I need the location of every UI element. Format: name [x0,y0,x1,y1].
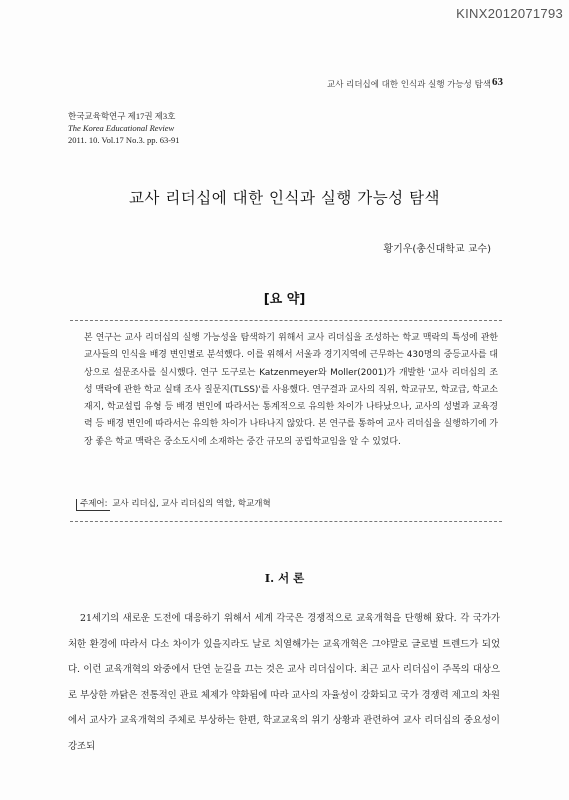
page-number: 63 [492,76,503,88]
section-heading: I. 서 론 [264,571,305,585]
journal-name-korean: 한국교육학연구 제17권 제3호 [68,111,176,121]
author: 황기우(총신대학교 교수) [383,244,491,255]
keywords-label: 주제어: [76,499,110,511]
abstract-heading: [요 약] [263,292,306,307]
journal-info [68,110,180,146]
section-body: 21세기의 새로운 도전에 대응하기 위해서 세계 각국은 경쟁적으로 교육개혁을 단행해 왔다. 각 국가가 처한 환경에 따라서 다소 차이가 있을지라도 날로 치열해가는 교육개혁은 그야말로 글로벌 트렌드가 되었다. 이런 교육개혁의 와중에서 단연 눈길을 끄는 것은 교사 리더십이다. 최근 교사 리더십이 주목의 대상으로 부상한 까닭은 전통적인 관료 체제가 약화됨에 따라 교사의 자율성이 강화되고 국가 경쟁력 제고의 차원에서 교사가 교육개혁의 주체로 부상하는 한편, 학교교육의 위기 상황과 관련하여 교사 리더십의 중요성이 강조되 [68,613,500,752]
keywords [76,497,271,509]
paper-title: 교사 리더십에 대한 인식과 실행 가능성 탐색 [128,189,441,207]
keywords-terms: 교사 리더십, 교사 리더십의 역할, 학교개혁 [112,499,271,509]
document-id: KINX2012071793 [456,6,563,21]
journal-issue: 2011. 10. Vol.17 No.3. pp. 63-91 [68,135,180,145]
abstract-body: 본 연구는 교사 리더십의 실행 가능성을 탐색하기 위해서 교사 리더십을 조성하는 학교 맥락의 특성에 관한 교사들의 인식을 배경 변인별로 분석했다. 이를 위해서 서울과 경기지역에 근무하는 430명의 중등교사를 대상으로 설문조사를 실시했다. 연구 도구로는 Katzenmeyer와 Moller(2001)가 개발한 '교사 리더십의 조성 맥락에 관한 학교 실태 조사 질문지(TLSS)'를 사용했다. 연구결과 교사의 직위, 학교규모, 학교급, 학교소재지, 학교설립 유형 등 배경 변인에 따라서는 통계적으로 유의한 차이가 나타났으나, 교사의 성별과 교육경력 등 배경 변인에 따라서는 유의한 차이가 나타나지 않았다. 본 연구를 통하여 교사 리더십을 실행하기에 가장 좋은 학교 맥락은 중소도시에 소재하는 중간 규모의 공립학교임을 알 수 있었다. [84,333,498,447]
running-header-title: 교사 리더십에 대한 인식과 실행 가능성 탐색 [326,80,491,90]
journal-name-english: The Korea Educational Review [68,123,175,133]
